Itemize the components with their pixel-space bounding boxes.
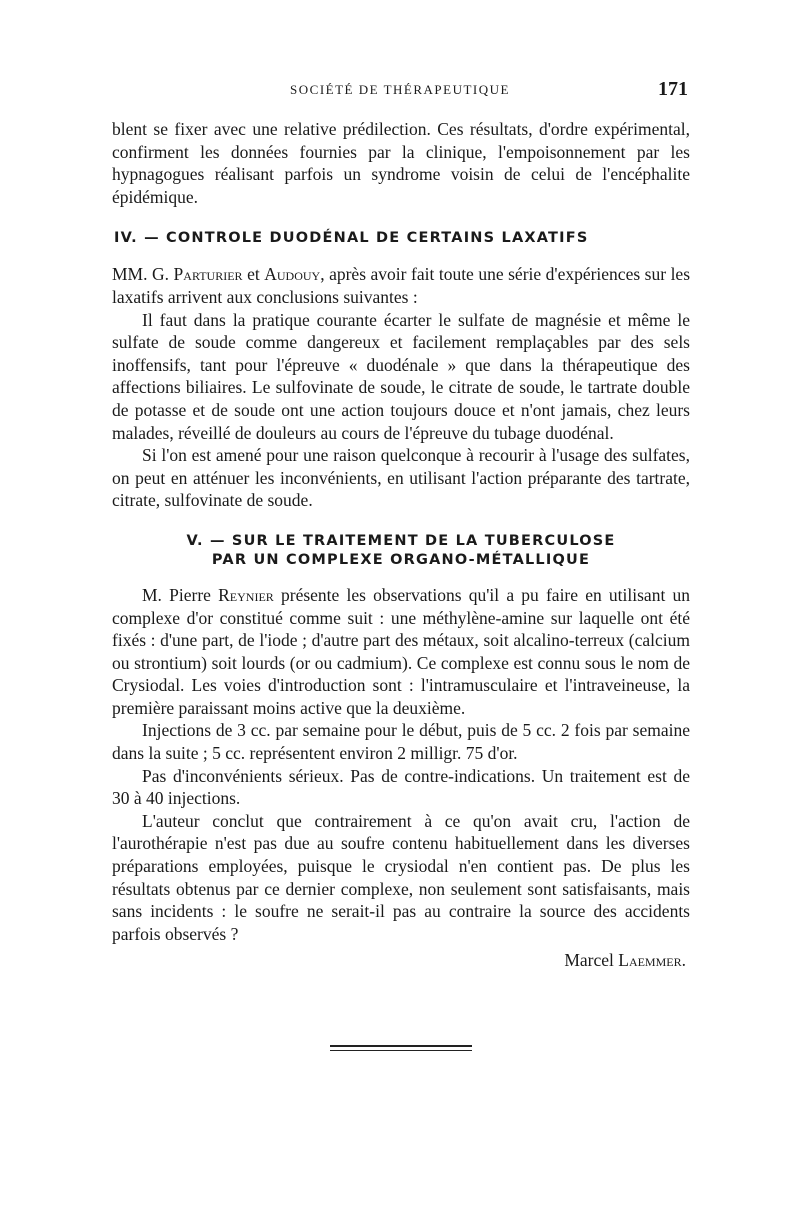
running-head [112,78,688,102]
section-v-heading [112,532,690,570]
paragraph-text: présente les observations qu'il a pu faire en utilisant un complexe d'or constitué comme suit : une méthylène-amine sur laquelle ont été fixés : d'une part, de l'iode ; d'autre part des métaux, soit alcalino-terreux (calcium ou strontium) soit lourds (or ou cadmium). Ce complexe est connu sous le nom de Crysiodal. Les voies d'introduction sont : l'intramusculaire et l'intraveineuse, la première paraissant moins active que la deuxième. [112,584,690,718]
conjunction: et [247,264,260,285]
author-prefix: M. Pierre [142,584,211,605]
author-name: Audouy [264,264,321,285]
author-name: Parturier [173,264,243,285]
section-v-paragraph-2: Injections de 3 cc. par semaine pour le début, puis de 5 cc. 2 fois par semaine dans la suite ; 5 cc. représentent environ 2 milligr. 75 d'or. [112,720,690,764]
section-v-heading-line-1: V. — SUR LE TRAITEMENT DE LA TUBERCULOSE [186,532,616,549]
signature-last-name: Laemmer. [618,950,686,971]
signature [112,949,690,972]
section-iv-paragraph-1 [112,263,690,308]
authors-prefix: MM. G. [112,264,170,285]
section-iv-paragraph-3: Si l'on est amené pour une raison quelconque à recourir à l'usage des sulfates, on peut en atténuer les inconvénients, en utilisant l'action préparante des tartrate, citrate, sulfovinate de soude. [112,445,690,511]
end-rule [330,1045,472,1051]
section-iv-heading: IV. — CONTROLE DUODÉNAL DE CERTAINS LAXATIFS [114,230,589,247]
section-v-heading-line-2: PAR UN COMPLEXE ORGANO-MÉTALLIQUE [211,551,591,568]
signature-first-name: Marcel [564,950,614,971]
author-name: Reynier [218,584,274,605]
section-v-paragraph-1 [112,584,690,720]
page-number: 171 [658,78,688,100]
section-iv-paragraph-2: Il faut dans la pratique courante écarter le sulfate de magnésie et même le sulfate de soude comme dangereux et facilement remplaçables par des sels inoffensifs, tant pour l'épreuve « duodénale » que dans la thérapeutique des affections biliaires. Le sulfovinate de soude, le citrate de soude, le tartrate double de potasse et de soude ont une action toujours douce et n'ont jamais, chez leurs malades, réveillé de douleurs au cours de l'épreuve du tubage duodénal. [112,309,690,443]
section-v-paragraph-4: L'auteur conclut que contrairement à ce qu'on avait cru, l'action de l'aurothérapie n'est pas due au soufre contenu habituellement dans les diverses préparations employées, puisque le crysiodal n'en contient pas. De plus les résultats obtenus par ce dernier complexe, non seulement sont satisfaisants, mais sans incidents : le soufre ne serait-il pas au contraire la source des accidents parfois observés ? [112,810,690,944]
body-text [112,118,690,972]
section-v-paragraph-3: Pas d'inconvénients sérieux. Pas de contre-indications. Un traitement est de 30 à 40 injections. [112,765,690,809]
running-title: SOCIÉTÉ DE THÉRAPEUTIQUE [290,82,510,97]
continuation-paragraph: blent se fixer avec une relative prédilection. Ces résultats, d'ordre expérimental, confirment les données fournies par la clinique, l'empoisonnement par les hypnagogues réalisant parfois un syndrome voisin de celui de l'encéphalite épidémique. [112,119,690,207]
paragraph-text: , après avoir fait toute une série d'expériences sur les laxatifs arrivent aux conclusions suivantes : [112,264,691,307]
